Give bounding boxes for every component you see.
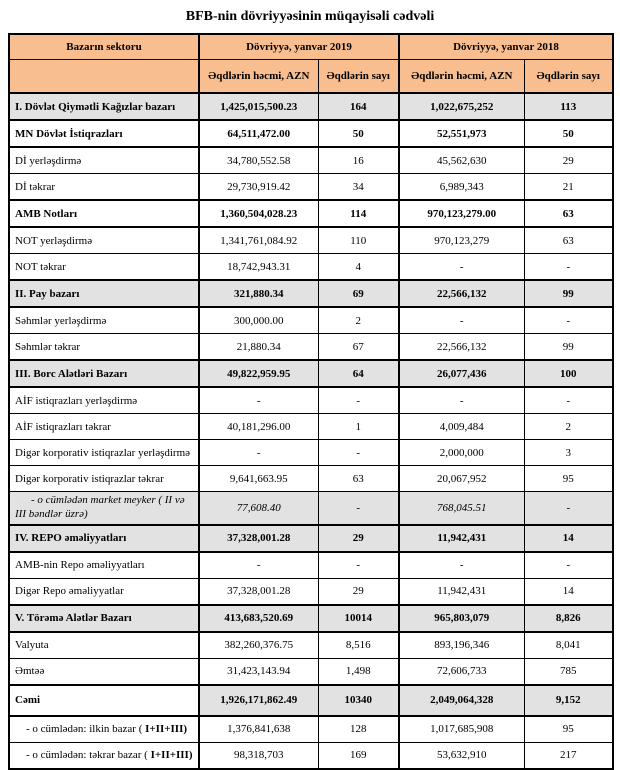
volume-2019-cell: - [199, 387, 318, 414]
volume-2018-cell: - [399, 387, 524, 414]
count-2018-cell: - [524, 307, 613, 334]
table-row [9, 280, 613, 307]
count-2018-cell: - [524, 254, 613, 281]
volume-2018-cell: - [399, 552, 524, 579]
header-row-periods [9, 34, 613, 60]
count-2019-cell: 128 [318, 716, 399, 743]
count-2018-cell: 99 [524, 280, 613, 307]
sector-label-cell: Digər Repo əməliyyatlar [9, 578, 199, 605]
sector-label-cell: NOT təkrar [9, 254, 199, 281]
sector-column-header: Bazarın sektoru [9, 34, 199, 60]
volume-2019-cell: 1,360,504,028.23 [199, 200, 318, 227]
count-2018-cell: 3 [524, 440, 613, 466]
volume-2019-cell: 300,000.00 [199, 307, 318, 334]
count-2019-cell: 164 [318, 93, 399, 120]
sector-label-cell: I. Dövlət Qiymətli Kağızlar bazarı [9, 93, 199, 120]
count-2018-cell: 14 [524, 525, 613, 552]
table-row [9, 174, 613, 201]
count-2018-cell: 21 [524, 174, 613, 201]
count-2018-cell: 8,826 [524, 605, 613, 632]
sector-label-cell: MN Dövlət İstiqrazları [9, 120, 199, 147]
sector-label-cell: Valyuta [9, 632, 199, 659]
count-2018-cell: 785 [524, 658, 613, 685]
count-2018-cell: 63 [524, 227, 613, 254]
volume-2018-cell: 2,049,064,328 [399, 685, 524, 716]
sector-label-cell: Cəmi [9, 685, 199, 716]
count-2019-cell: 67 [318, 334, 399, 361]
sector-label-cell: Səhmlər yerləşdirmə [9, 307, 199, 334]
table-body [9, 93, 613, 769]
table-row [9, 93, 613, 120]
volume-2018-subheader: Əqdlərin həcmi, AZN [399, 60, 524, 94]
table-row [9, 360, 613, 387]
sector-label-cell: NOT yerləşdirmə [9, 227, 199, 254]
count-2019-cell: - [318, 552, 399, 579]
comparison-table [8, 33, 614, 770]
volume-2019-cell: 98,318,703 [199, 742, 318, 769]
volume-2019-cell: 77,608.40 [199, 492, 318, 525]
count-2018-cell: - [524, 387, 613, 414]
volume-2019-cell: 31,423,143.94 [199, 658, 318, 685]
table-row [9, 716, 613, 743]
volume-2019-cell: 1,425,015,500.23 [199, 93, 318, 120]
period-2018-header: Dövriyyə, yanvar 2018 [399, 34, 613, 60]
count-2018-cell: 95 [524, 716, 613, 743]
sector-label-cell: AİF istiqrazları təkrar [9, 414, 199, 440]
volume-2018-cell: 4,009,484 [399, 414, 524, 440]
sector-label-cell: - o cümlədən: ilkin bazar ( I+II+III) [9, 716, 199, 743]
table-row [9, 466, 613, 492]
volume-2018-cell: 768,045.51 [399, 492, 524, 525]
sector-label-cell: AİF istiqrazları yerləşdirmə [9, 387, 199, 414]
volume-2018-cell: 6,989,343 [399, 174, 524, 201]
sector-label-cell: - o cümlədən market meyker ( II və III bəndlər üzrə) [9, 492, 199, 525]
count-2019-cell: 29 [318, 578, 399, 605]
volume-2018-cell: 52,551,973 [399, 120, 524, 147]
table-row [9, 387, 613, 414]
count-2018-subheader: Əqdlərin sayı [524, 60, 613, 94]
volume-2019-cell: 40,181,296.00 [199, 414, 318, 440]
page-title: BFB-nin dövriyyəsinin müqayisəli cədvəli [185, 9, 435, 24]
table-row [9, 492, 613, 525]
table-row [9, 147, 613, 174]
count-2019-cell: 29 [318, 525, 399, 552]
count-2018-cell: 8,041 [524, 632, 613, 659]
volume-2018-cell: 1,022,675,252 [399, 93, 524, 120]
count-2019-cell: 1 [318, 414, 399, 440]
volume-2018-cell: 965,803,079 [399, 605, 524, 632]
volume-2019-cell: 29,730,919.42 [199, 174, 318, 201]
table-header [9, 34, 613, 93]
count-2019-cell: 10340 [318, 685, 399, 716]
count-2018-cell: - [524, 552, 613, 579]
sector-label-cell: Digər korporativ istiqrazlar yerləşdirmə [9, 440, 199, 466]
sector-label-cell: Əmtəə [9, 658, 199, 685]
count-2019-cell: 110 [318, 227, 399, 254]
volume-2019-subheader: Əqdlərin həcmi, AZN [199, 60, 318, 94]
volume-2019-cell: 49,822,959.95 [199, 360, 318, 387]
sector-label-cell: - o cümlədən: təkrar bazar ( I+II+III) [9, 742, 199, 769]
volume-2018-cell: 970,123,279 [399, 227, 524, 254]
table-row [9, 254, 613, 281]
volume-2018-cell: 1,017,685,908 [399, 716, 524, 743]
volume-2019-cell: 21,880.34 [199, 334, 318, 361]
volume-2018-cell: 22,566,132 [399, 334, 524, 361]
sector-label-cell: AMB Notları [9, 200, 199, 227]
volume-2019-cell: 1,926,171,862.49 [199, 685, 318, 716]
count-2018-cell: 95 [524, 466, 613, 492]
volume-2019-cell: - [199, 552, 318, 579]
count-2019-cell: 16 [318, 147, 399, 174]
count-2019-cell: - [318, 387, 399, 414]
count-2019-cell: 34 [318, 174, 399, 201]
count-2019-cell: - [318, 440, 399, 466]
table-row [9, 632, 613, 659]
table-row [9, 525, 613, 552]
volume-2019-cell: 18,742,943.31 [199, 254, 318, 281]
table-row [9, 414, 613, 440]
volume-2018-cell: 22,566,132 [399, 280, 524, 307]
table-row [9, 552, 613, 579]
count-2019-cell: 114 [318, 200, 399, 227]
volume-2018-cell: 20,067,952 [399, 466, 524, 492]
count-2018-cell: 2 [524, 414, 613, 440]
volume-2018-cell: 970,123,279.00 [399, 200, 524, 227]
volume-2018-cell: - [399, 307, 524, 334]
table-row [9, 334, 613, 361]
count-2018-cell: 14 [524, 578, 613, 605]
volume-2019-cell: 1,376,841,638 [199, 716, 318, 743]
table-row [9, 440, 613, 466]
sector-label-cell: Digər korporativ istiqrazlar təkrar [9, 466, 199, 492]
volume-2018-cell: 11,942,431 [399, 578, 524, 605]
sector-label-cell: Dİ təkrar [9, 174, 199, 201]
volume-2019-cell: 413,683,520.69 [199, 605, 318, 632]
count-2019-cell: 63 [318, 466, 399, 492]
sector-label-cell: III. Borc Alətləri Bazarı [9, 360, 199, 387]
volume-2019-cell: 321,880.34 [199, 280, 318, 307]
sector-label-cell: Səhmlər təkrar [9, 334, 199, 361]
volume-2018-cell: 2,000,000 [399, 440, 524, 466]
count-2019-cell: 8,516 [318, 632, 399, 659]
volume-2018-cell: 26,077,436 [399, 360, 524, 387]
volume-2018-cell: 53,632,910 [399, 742, 524, 769]
count-2019-cell: 4 [318, 254, 399, 281]
count-2019-subheader: Əqdlərin sayı [318, 60, 399, 94]
volume-2019-cell: - [199, 440, 318, 466]
table-row [9, 742, 613, 769]
table-row [9, 605, 613, 632]
volume-2019-cell: 9,641,663.95 [199, 466, 318, 492]
count-2018-cell: 217 [524, 742, 613, 769]
volume-2019-cell: 64,511,472.00 [199, 120, 318, 147]
table-row [9, 227, 613, 254]
period-2019-header: Dövriyyə, yanvar 2019 [199, 34, 399, 60]
count-2019-cell: 2 [318, 307, 399, 334]
volume-2018-cell: 45,562,630 [399, 147, 524, 174]
sector-label-cell: IV. REPO əməliyyatları [9, 525, 199, 552]
count-2018-cell: 113 [524, 93, 613, 120]
table-row [9, 578, 613, 605]
count-2019-cell: 169 [318, 742, 399, 769]
label-bold-part: I+II+III) [150, 749, 193, 761]
count-2019-cell: 1,498 [318, 658, 399, 685]
table-row [9, 120, 613, 147]
sector-label-cell: V. Törəmə Alətlər Bazarı [9, 605, 199, 632]
count-2019-cell: 64 [318, 360, 399, 387]
sector-subheader-empty [9, 60, 199, 94]
table-row [9, 685, 613, 716]
count-2018-cell: 9,152 [524, 685, 613, 716]
count-2019-cell: 10014 [318, 605, 399, 632]
table-row [9, 307, 613, 334]
count-2018-cell: 99 [524, 334, 613, 361]
volume-2019-cell: 1,341,761,084.92 [199, 227, 318, 254]
sector-label-cell: Dİ yerləşdirmə [9, 147, 199, 174]
count-2019-cell: - [318, 492, 399, 525]
header-row-measures [9, 60, 613, 94]
volume-2019-cell: 382,260,376.75 [199, 632, 318, 659]
count-2018-cell: 100 [524, 360, 613, 387]
count-2018-cell: 50 [524, 120, 613, 147]
table-row [9, 658, 613, 685]
count-2018-cell: 63 [524, 200, 613, 227]
count-2019-cell: 50 [318, 120, 399, 147]
sector-label-cell: AMB-nin Repo əməliyyatları [9, 552, 199, 579]
volume-2019-cell: 37,328,001.28 [199, 578, 318, 605]
sector-label-cell: II. Pay bazarı [9, 280, 199, 307]
volume-2018-cell: 72,606,733 [399, 658, 524, 685]
count-2018-cell: - [524, 492, 613, 525]
count-2018-cell: 29 [524, 147, 613, 174]
volume-2018-cell: 893,196,346 [399, 632, 524, 659]
volume-2018-cell: 11,942,431 [399, 525, 524, 552]
label-bold-part: I+II+III) [145, 723, 188, 735]
table-row [9, 200, 613, 227]
volume-2019-cell: 34,780,552.58 [199, 147, 318, 174]
volume-2019-cell: 37,328,001.28 [199, 525, 318, 552]
count-2019-cell: 69 [318, 280, 399, 307]
volume-2018-cell: - [399, 254, 524, 281]
